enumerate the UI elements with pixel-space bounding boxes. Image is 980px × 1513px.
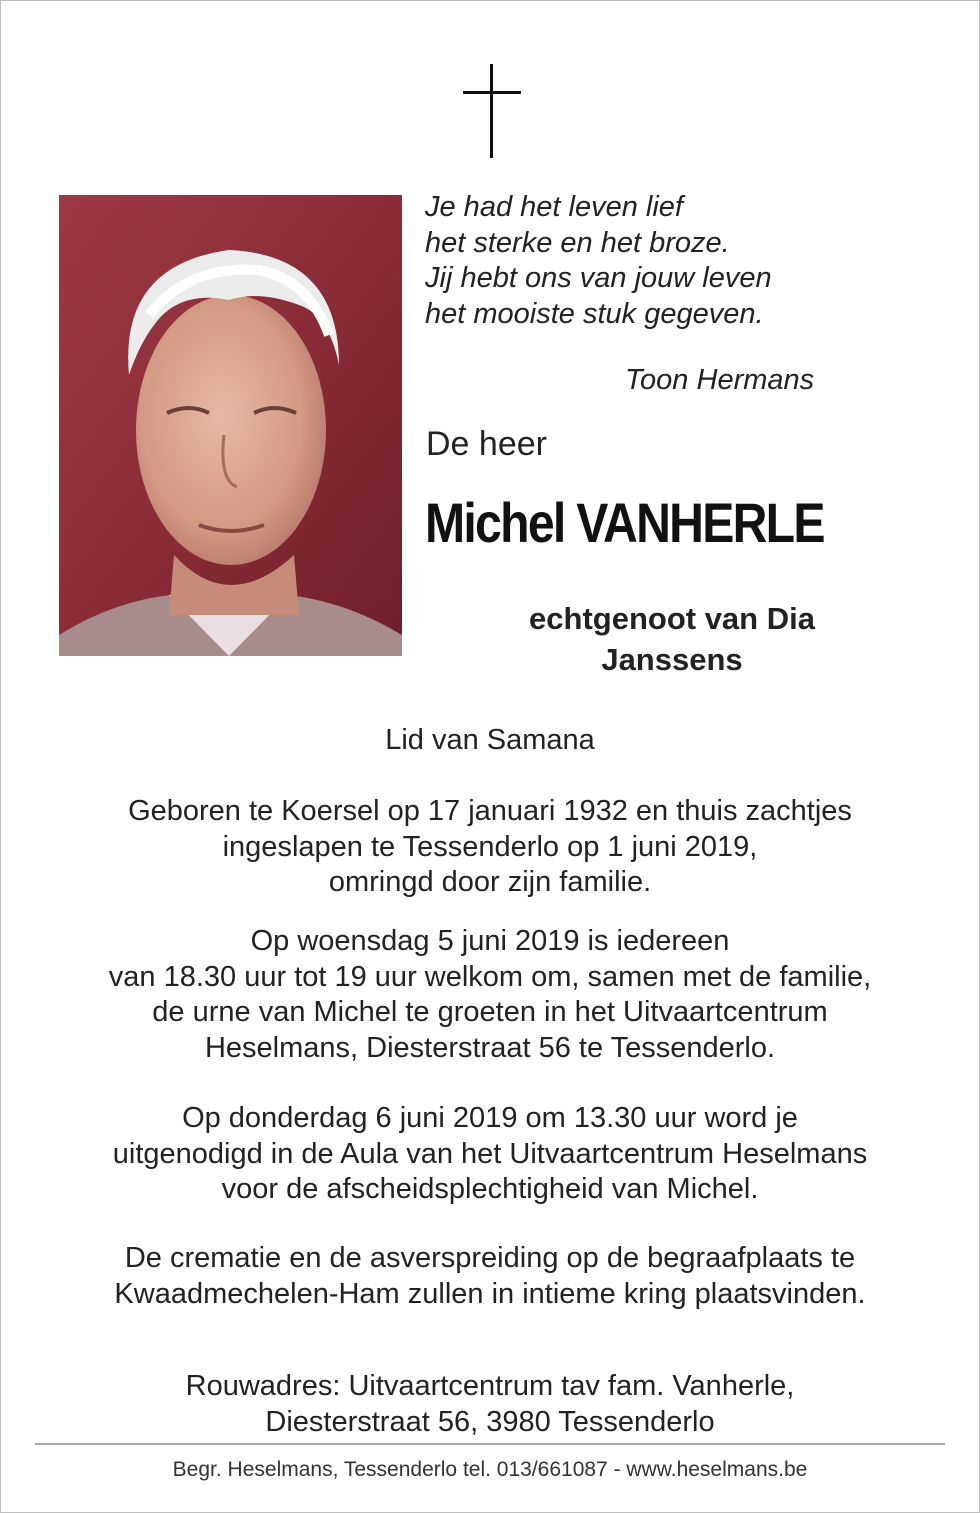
visitation-paragraph xyxy=(40,924,940,1066)
ceremony-paragraph xyxy=(40,1101,940,1208)
poem-line: het mooiste stuk gegeven. xyxy=(425,297,764,330)
cross-icon xyxy=(463,64,521,158)
address-line: Diesterstraat 56, 3980 Tessenderlo xyxy=(265,1405,715,1438)
paragraph-line: de urne van Michel te groeten in het Uitvaartcentrum xyxy=(152,996,828,1028)
poem-line: Je had het leven lief xyxy=(425,191,683,223)
spouse-info xyxy=(462,598,882,680)
paragraph-line: Heselmans, Diesterstraat 56 te Tessenderlo. xyxy=(204,1031,776,1064)
paragraph-line: voor de afscheidsplechtigheid van Michel. xyxy=(221,1173,759,1205)
cremation-paragraph xyxy=(40,1241,940,1312)
spouse-line: echtgenoot van Dia xyxy=(529,601,815,636)
paragraph-line: Geboren te Koersel op 17 januari 1932 en thuis zachtjes xyxy=(128,795,852,827)
portrait-photo xyxy=(59,195,402,656)
honorific: De heer xyxy=(426,425,547,463)
paragraph-line: omringd door zijn familie. xyxy=(328,866,652,898)
membership xyxy=(40,723,940,759)
spouse-line: Janssens xyxy=(601,642,743,677)
poem-line: Jij hebt ons van jouw leven xyxy=(425,262,772,294)
paragraph-line: ingeslapen te Tessenderlo op 1 juni 2019, xyxy=(222,830,758,863)
poem-author: Toon Hermans xyxy=(625,364,815,396)
paragraph-line: uitgenodigd in de Aula van het Uitvaartcentrum Heselmans xyxy=(112,1137,868,1170)
membership-text: Lid van Samana xyxy=(385,724,595,756)
mourning-address xyxy=(40,1369,940,1440)
funeral-home-footer: Begr. Heselmans, Tessenderlo tel. 013/661087 - www.heselmans.be xyxy=(172,1458,808,1481)
paragraph-line: De crematie en de asverspreiding op de begraafplaats te xyxy=(124,1242,856,1274)
address-line: Rouwadres: Uitvaartcentrum tav fam. Vanherle, xyxy=(185,1370,795,1402)
poem-line: het sterke en het broze. xyxy=(425,226,730,259)
birth-death-paragraph xyxy=(40,794,940,901)
deceased-name: Michel VANHERLE xyxy=(425,491,824,554)
paragraph-line: Kwaadmechelen-Ham zullen in intieme kring plaatsvinden. xyxy=(114,1277,866,1310)
paragraph-line: van 18.30 uur tot 19 uur welkom om, samen met de familie, xyxy=(108,960,872,993)
poem xyxy=(425,190,905,332)
paragraph-line: Op donderdag 6 juni 2019 om 13.30 uur word je xyxy=(182,1102,798,1134)
footer-divider xyxy=(35,1443,945,1445)
paragraph-line: Op woensdag 5 juni 2019 is iedereen xyxy=(250,925,730,957)
